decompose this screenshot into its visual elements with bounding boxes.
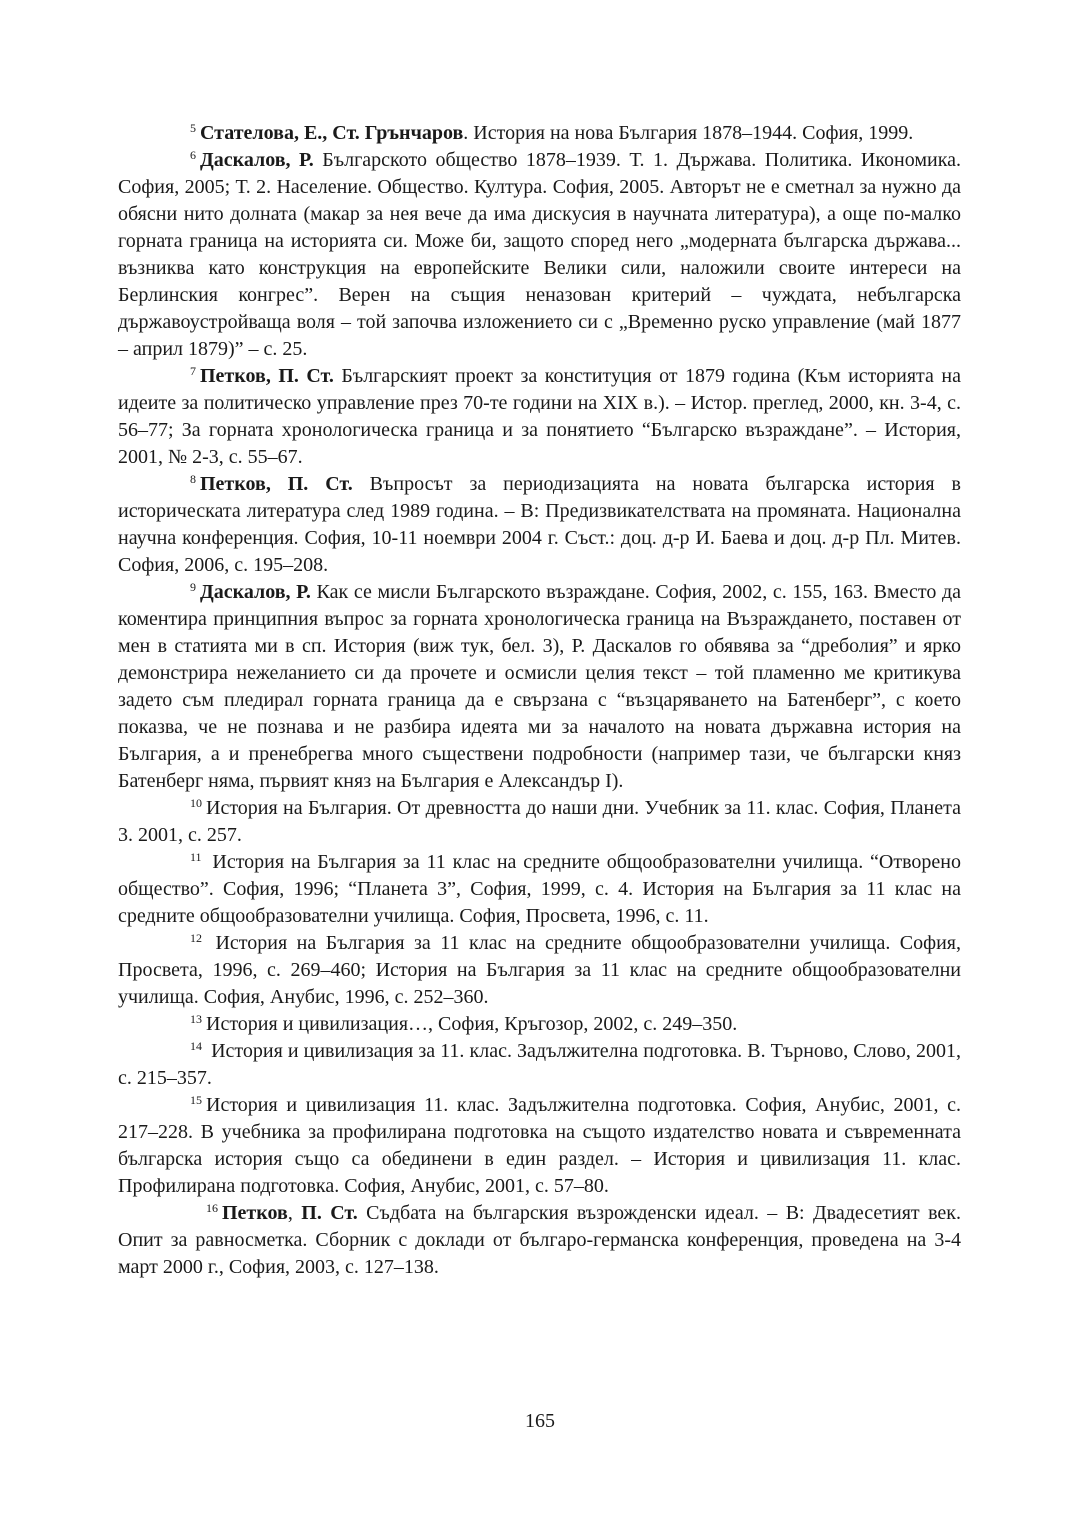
footnote-author: Даскалов, Р. (200, 581, 311, 603)
footnote-12 (118, 930, 961, 1011)
footnote-11 (118, 849, 961, 930)
footnote-number: 16 (206, 1201, 218, 1215)
footnote-text: История на България. От древността до наши дни. Учебник за 11. клас. София, Планета 3. 2001, с. 257. (118, 797, 961, 846)
footnote-15 (118, 1092, 961, 1200)
footnote-7 (118, 363, 961, 471)
footnote-number: 6 (190, 148, 196, 162)
footnote-author: Петков, П. Ст. (200, 473, 353, 495)
footnote-author: Стателова, Е., Ст. Грънчаров (200, 122, 464, 144)
page-number: 165 (525, 1410, 555, 1432)
footnote-8 (118, 471, 961, 579)
footnote-author: Даскалов, Р. (200, 149, 314, 171)
footnote-number: 14 (190, 1039, 202, 1053)
footnote-14 (118, 1038, 961, 1092)
footnote-number: 15 (190, 1093, 202, 1107)
footnote-text: Българският проект за конституция от 1879 година (Към историята на идеите за политическо управление през 70-те години на XIX в.). – Истор. преглед, 2000, кн. 3-4, с. 56–77; За горната хронологическа граница и за понятието “Българско възраждане”. – История, 2001, № 2-3, с. 55–67. (118, 365, 961, 468)
footnote-text: История на България за 11 клас на средните общообразователни училища. “Отворено общество”. София, 1996; “Планета 3”, София, 1999, с. 4. История на България за 11 клас на средните общообразователни училища. София, Просвета, 1996, с. 11. (118, 851, 961, 927)
footnote-author-separator: , (287, 1202, 302, 1224)
footnote-number: 10 (190, 796, 202, 810)
footnote-5 (118, 120, 961, 147)
footnote-number: 13 (190, 1012, 202, 1026)
footnote-text: История на България за 11 клас на средните общообразователни училища. София, Просвета, 1996, с. 269–460; История на България за 11 клас на средните общообразователни училища. София, Анубис, 1996, с. 252–360. (118, 932, 961, 1008)
footnote-6 (118, 147, 961, 363)
footnote-number: 12 (190, 931, 202, 945)
footnotes-section (118, 120, 961, 1281)
footnote-author: Петков, П. Ст. (200, 365, 334, 387)
footnote-text: История и цивилизация за 11. клас. Задължителна подготовка. В. Търново, Слово, 2001, с. 215–357. (118, 1040, 961, 1089)
footnote-text: История и цивилизация…, София, Кръгозор, 2002, с. 249–350. (206, 1013, 738, 1035)
footnote-10 (118, 795, 961, 849)
footnote-text: . История на нова България 1878–1944. София, 1999. (463, 122, 914, 144)
footnote-9 (118, 579, 961, 795)
footnote-number: 7 (190, 364, 196, 378)
footnote-13 (118, 1011, 961, 1038)
footnote-text: Как се мисли Българското възраждане. София, 2002, с. 155, 163. Вместо да коментира принципния въпрос за горната хронологическа граница на Възраждането, поставен от мен в статията ми в сп. История (виж тук, бел. 3), Р. Даскалов го обявява за “дреболия” и ярко демонстрира нежеланието си да прочете и осмисли целия текст – той пламенно ме критикува задето съм пледирал горната граница да е свързана с “възцаряването на Батенберг”, с което показва, че не познава и не разбира идеята ми за началото на новата държавна история на България, а и пренебрегва много съществени подробности (например тази, че български княз Батенберг няма, първият княз на България е Александър I). (118, 581, 961, 792)
footnote-text: Въпросът за периодизацията на новата българска история в историческата литература след 1989 година. – В: Предизвикателствата на промяната. Национална научна конференция. София, 10-11 ноември 2004 г. Съст.: доц. д-р И. Баева и доц. д-р Пл. Митев. София, 2006, с. 195–208. (118, 473, 961, 576)
footnote-text: Съдбата на българския възрожденски идеал. – В: Двадесетият век. Опит за равносметка. Сборник с доклади от българо-германска конференция, проведена на 3-4 март 2000 г., София, 2003, с. 127–138. (118, 1202, 962, 1278)
footnote-author: Петков (222, 1202, 288, 1224)
footnote-author-initials: П. Ст. (301, 1202, 358, 1224)
footnote-16 (118, 1200, 961, 1281)
footnote-number: 11 (190, 850, 202, 864)
footnote-text: История и цивилизация 11. клас. Задължителна подготовка. София, Анубис, 2001, с. 217–228. В учебника за профилирана подготовка на същото издателство новата и съвременната българска история също са обединени в един раздел. – История и цивилизация 11. клас. Профилирана подготовка. София, Анубис, 2001, с. 57–80. (118, 1094, 961, 1197)
footnote-number: 9 (190, 580, 196, 594)
footnote-number: 5 (190, 121, 196, 135)
footnote-number: 8 (190, 472, 196, 486)
footnote-text: Българското общество 1878–1939. Т. 1. Държава. Политика. Икономика. София, 2005; Т. 2. Население. Общество. Култура. София, 2005. Авторът не е сметнал за нужно да обясни нито долната (макар за нея вече да има дискусия в научната литература), а още по-малко горната граница на историята си. Може би, защото според него „модерната българска държава... възниква като конструкция на европейските Велики сили, наложили своите интереси на Берлинския конгрес”. Верен на същия неназован критерий – чуждата, небългарска държавоустройваща воля – той започва изложението си с „Временно руско управление (май 1877 – април 1879)” – с. 25. (118, 149, 961, 360)
